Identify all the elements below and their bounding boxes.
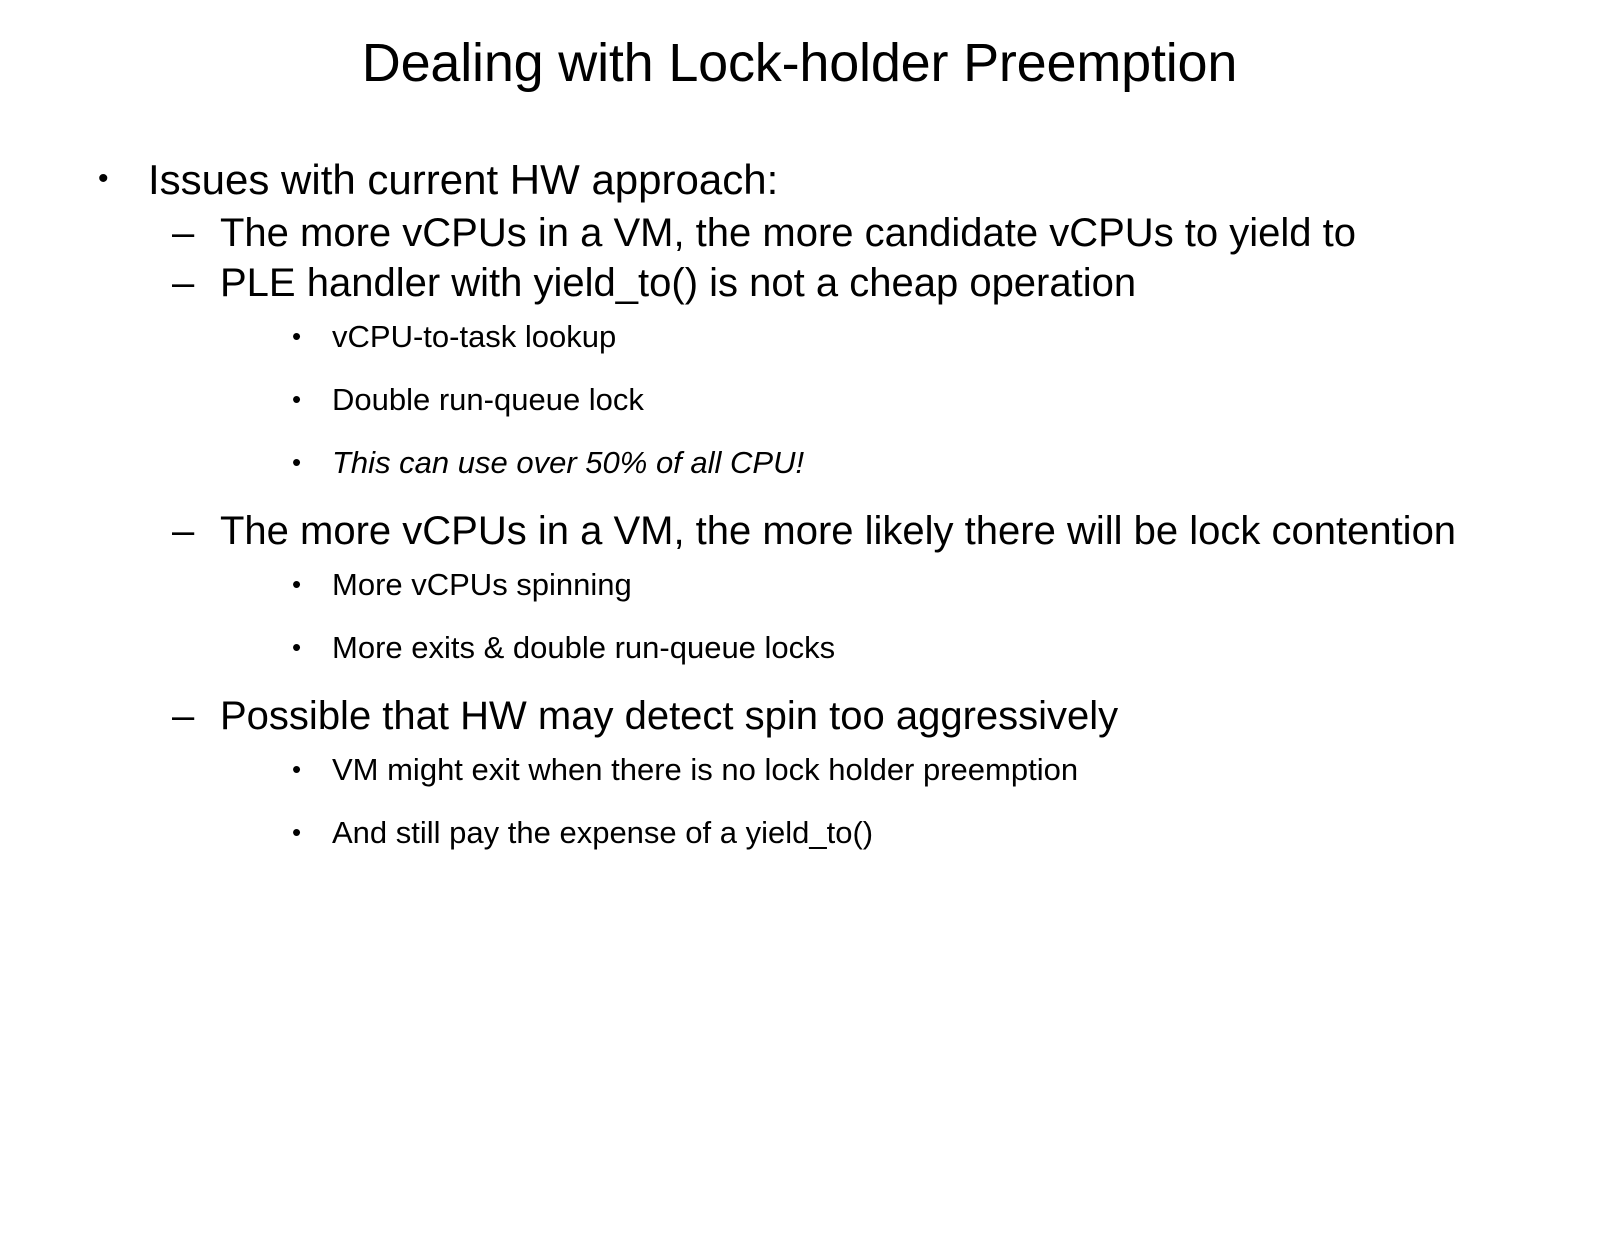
slide-body: [0, 155, 1599, 851]
page-title: Dealing with Lock-holder Preemption: [361, 33, 1238, 93]
list-item-label: And still pay the expense of a yield_to(): [332, 815, 874, 851]
list-item-label: More vCPUs spinning: [332, 566, 632, 602]
bullet-list-level-2: [148, 209, 1529, 852]
bullet-marker: •: [292, 383, 302, 414]
list-item-label: vCPU-to-task lookup: [332, 318, 617, 354]
bullet-marker: –: [172, 210, 195, 255]
bullet-marker: –: [172, 260, 195, 305]
bullet-list-level-3: [220, 751, 1529, 851]
list-item: [168, 259, 1529, 481]
list-item: [286, 629, 1529, 666]
list-item: [286, 814, 1529, 851]
bullet-marker: –: [172, 509, 195, 554]
bullet-list-level-1: [92, 155, 1529, 851]
bullet-list-level-3: [220, 566, 1529, 666]
bullet-marker: –: [172, 694, 195, 739]
bullet-list-level-3: [220, 318, 1529, 482]
list-item-label: The more vCPUs in a VM, the more candidate vCPUs to yield to: [220, 210, 1357, 255]
list-item: [286, 318, 1529, 355]
list-item: [92, 155, 1529, 851]
bullet-marker: •: [98, 162, 109, 196]
list-item-label: Possible that HW may detect spin too aggressively: [220, 694, 1119, 739]
list-item-label: PLE handler with yield_to() is not a cheap operation: [220, 260, 1137, 305]
bullet-marker: •: [292, 320, 302, 351]
list-item-label: More exits & double run-queue locks: [332, 630, 836, 666]
list-item-label: The more vCPUs in a VM, the more likely there will be lock contention: [220, 509, 1457, 554]
list-item: [286, 444, 1529, 481]
list-item: [168, 692, 1529, 851]
list-item-label: Double run-queue lock: [332, 381, 644, 417]
bullet-marker: •: [292, 754, 302, 785]
list-item: [168, 507, 1529, 666]
bullet-marker: •: [292, 817, 302, 848]
slide: [0, 34, 1599, 1233]
list-item-label: VM might exit when there is no lock holder preemption: [332, 752, 1079, 788]
list-item: [286, 751, 1529, 788]
list-item-label: This can use over 50% of all CPU!: [332, 444, 805, 480]
list-item-label: Issues with current HW approach:: [148, 156, 779, 204]
bullet-marker: •: [292, 446, 302, 477]
list-item: [286, 566, 1529, 603]
list-item: [168, 209, 1529, 258]
bullet-marker: •: [292, 568, 302, 599]
bullet-marker: •: [292, 632, 302, 663]
list-item: [286, 381, 1529, 418]
